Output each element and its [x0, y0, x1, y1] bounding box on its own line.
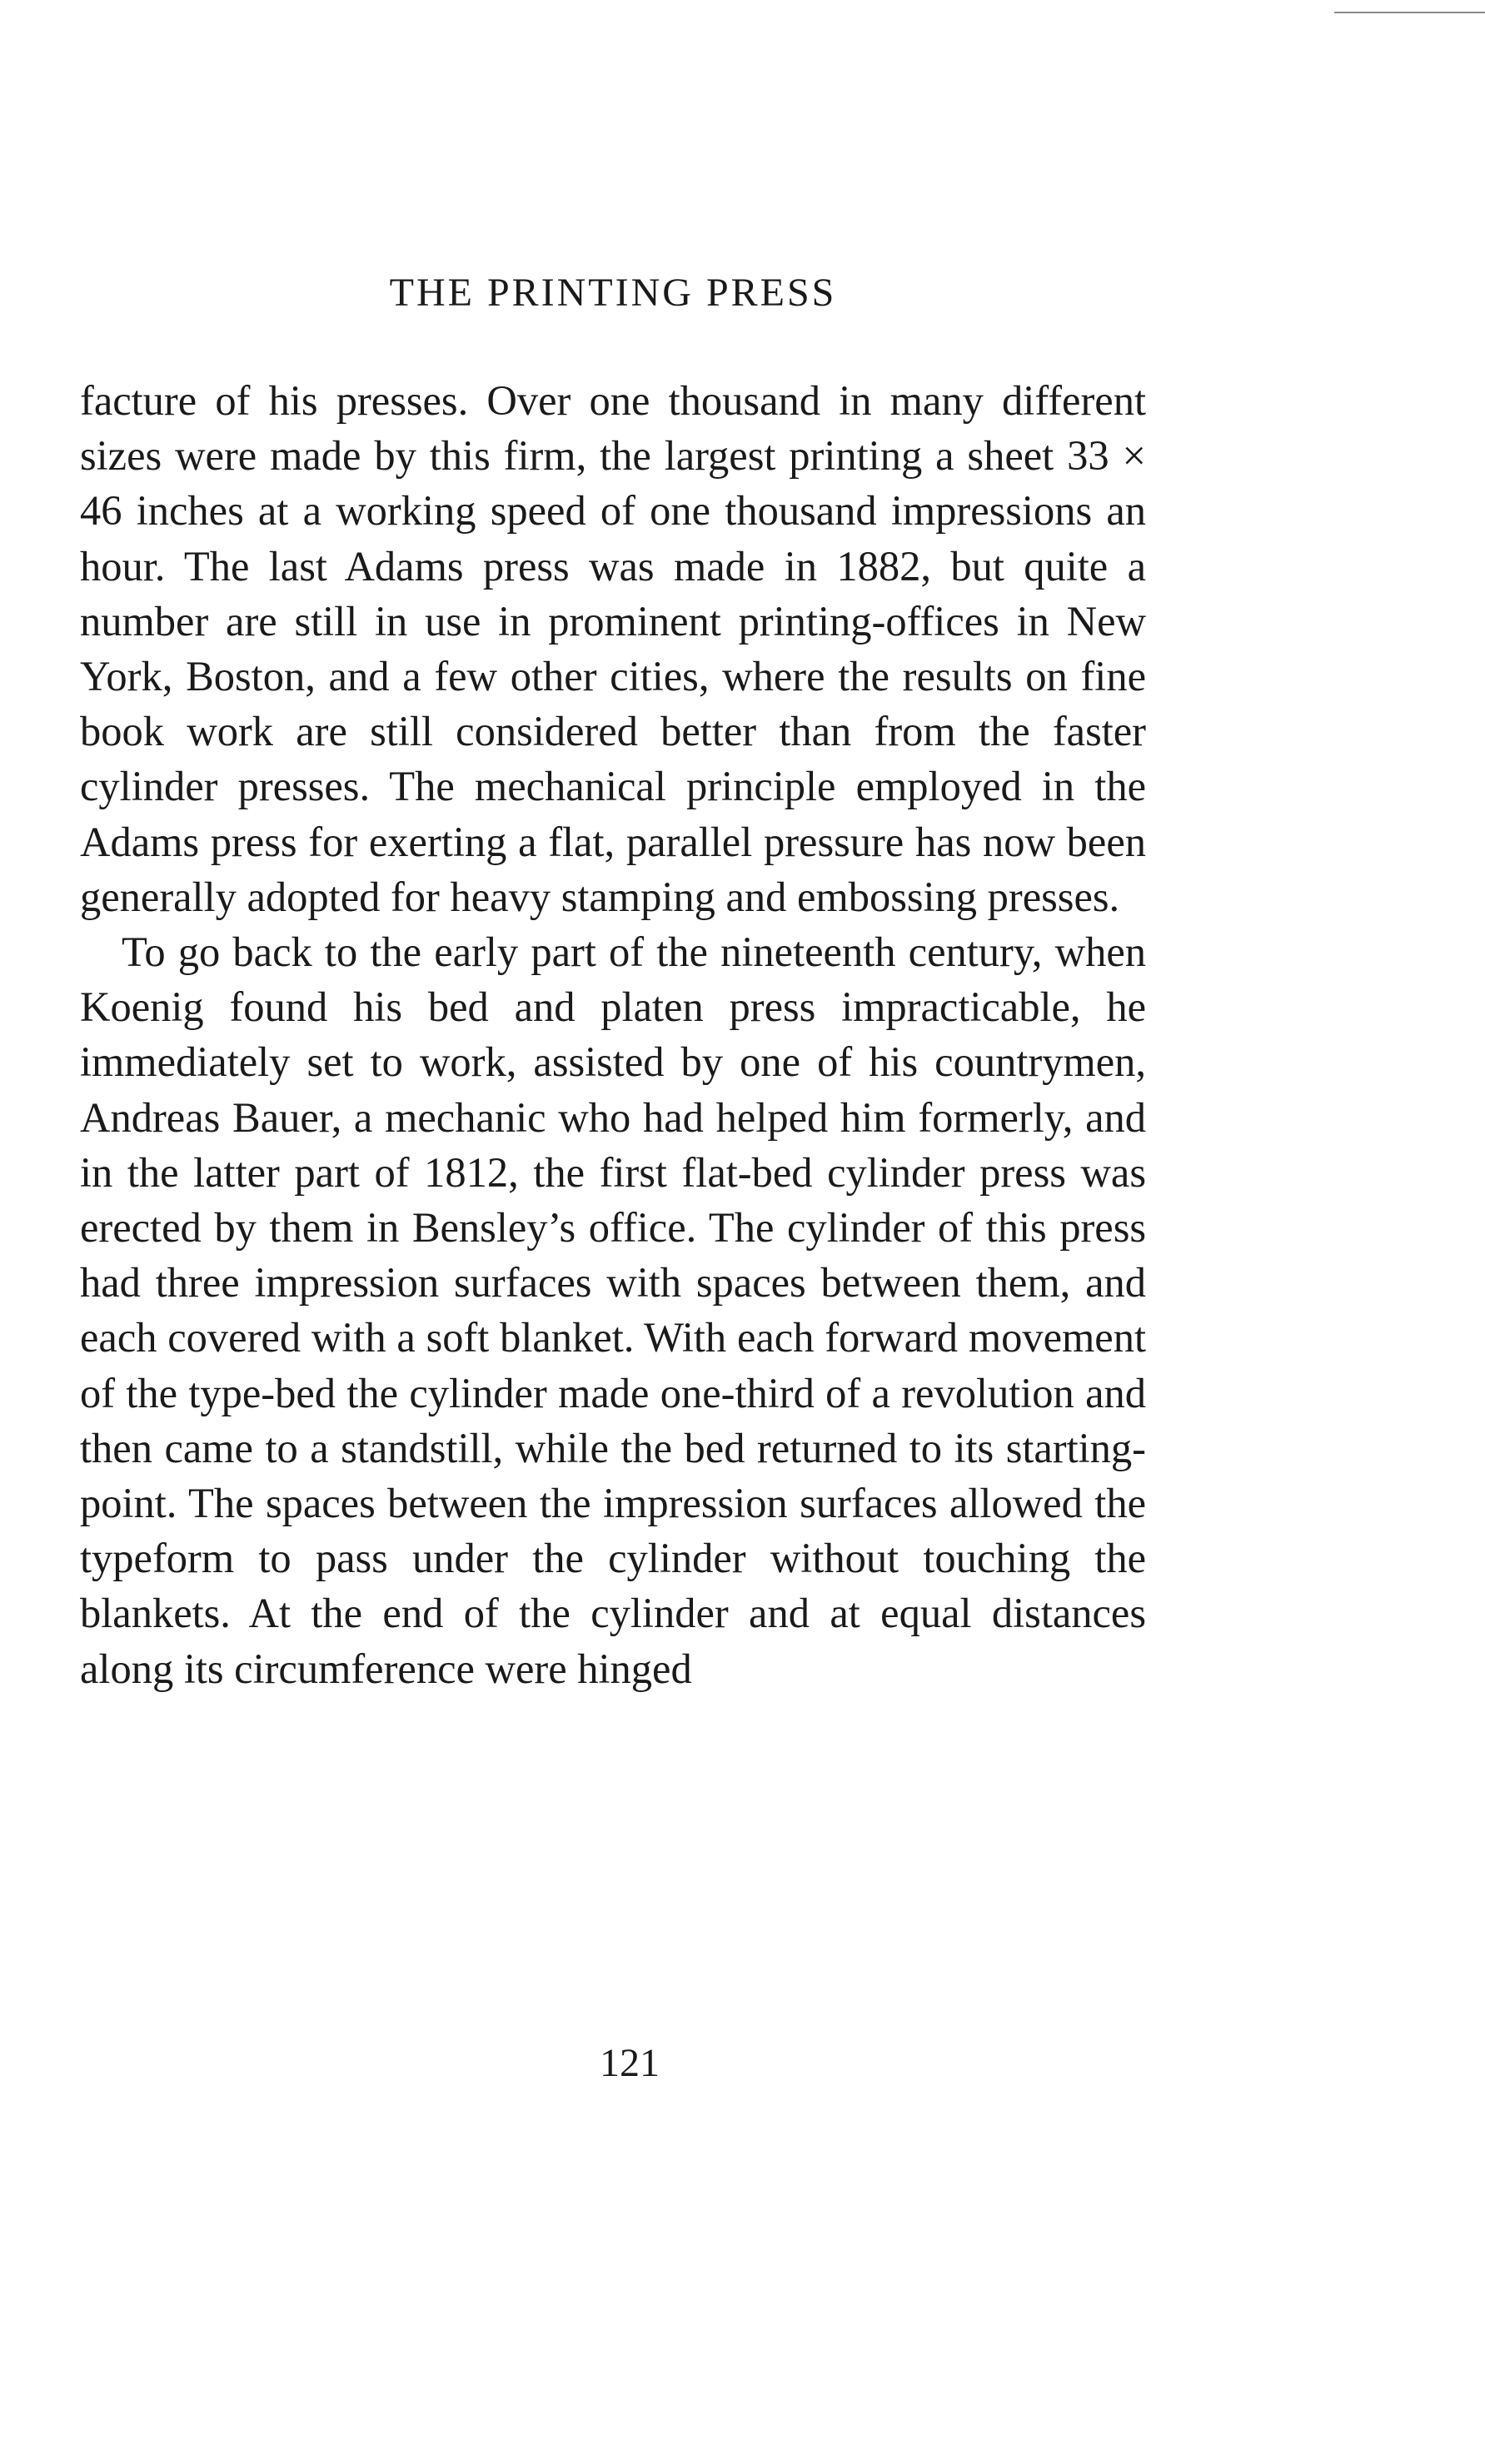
page-number: 121	[600, 2041, 660, 2085]
scan-edge-rule	[1334, 12, 1485, 13]
body-text	[80, 373, 1146, 1696]
running-head: THE PRINTING PRESS	[389, 271, 837, 315]
paragraph: To go back to the early part of the nineteenth century, when Koenig found his bed and platen press impracticable, he immediately set to work, assisted by one of his countrymen, Andreas Bauer, a mechanic who had helped him formerly, and in the latter part of 1812, the first flat-bed cylinder press was erected by them in Bensley’s office. The cylinder of this press had three impression surfaces with spaces between them, and each covered with a soft blanket. With each forward movement of the type-bed the cylinder made one-third of a revolution and then came to a standstill, while the bed returned to its starting-point. The spaces between the impression surfaces allowed the typeform to pass under the cylinder without touching the blankets. At the end of the cylinder and at equal distances along its circumference were hinged	[80, 928, 1146, 1692]
paragraph-continued: facture of his presses. Over one thousand in many different sizes were made by this firm, the largest printing a sheet 33 × 46 inches at a working speed of one thousand impressions an hour. The last Adams press was made in 1882, but quite a number are still in use in prominent printing-offices in New York, Boston, and a few other cities, where the results on fine book work are still considered better than from the faster cylinder presses. The mechanical principle employed in the Adams press for exerting a flat, parallel pressure has now been generally adopted for heavy stamping and embossing presses.	[80, 377, 1146, 920]
